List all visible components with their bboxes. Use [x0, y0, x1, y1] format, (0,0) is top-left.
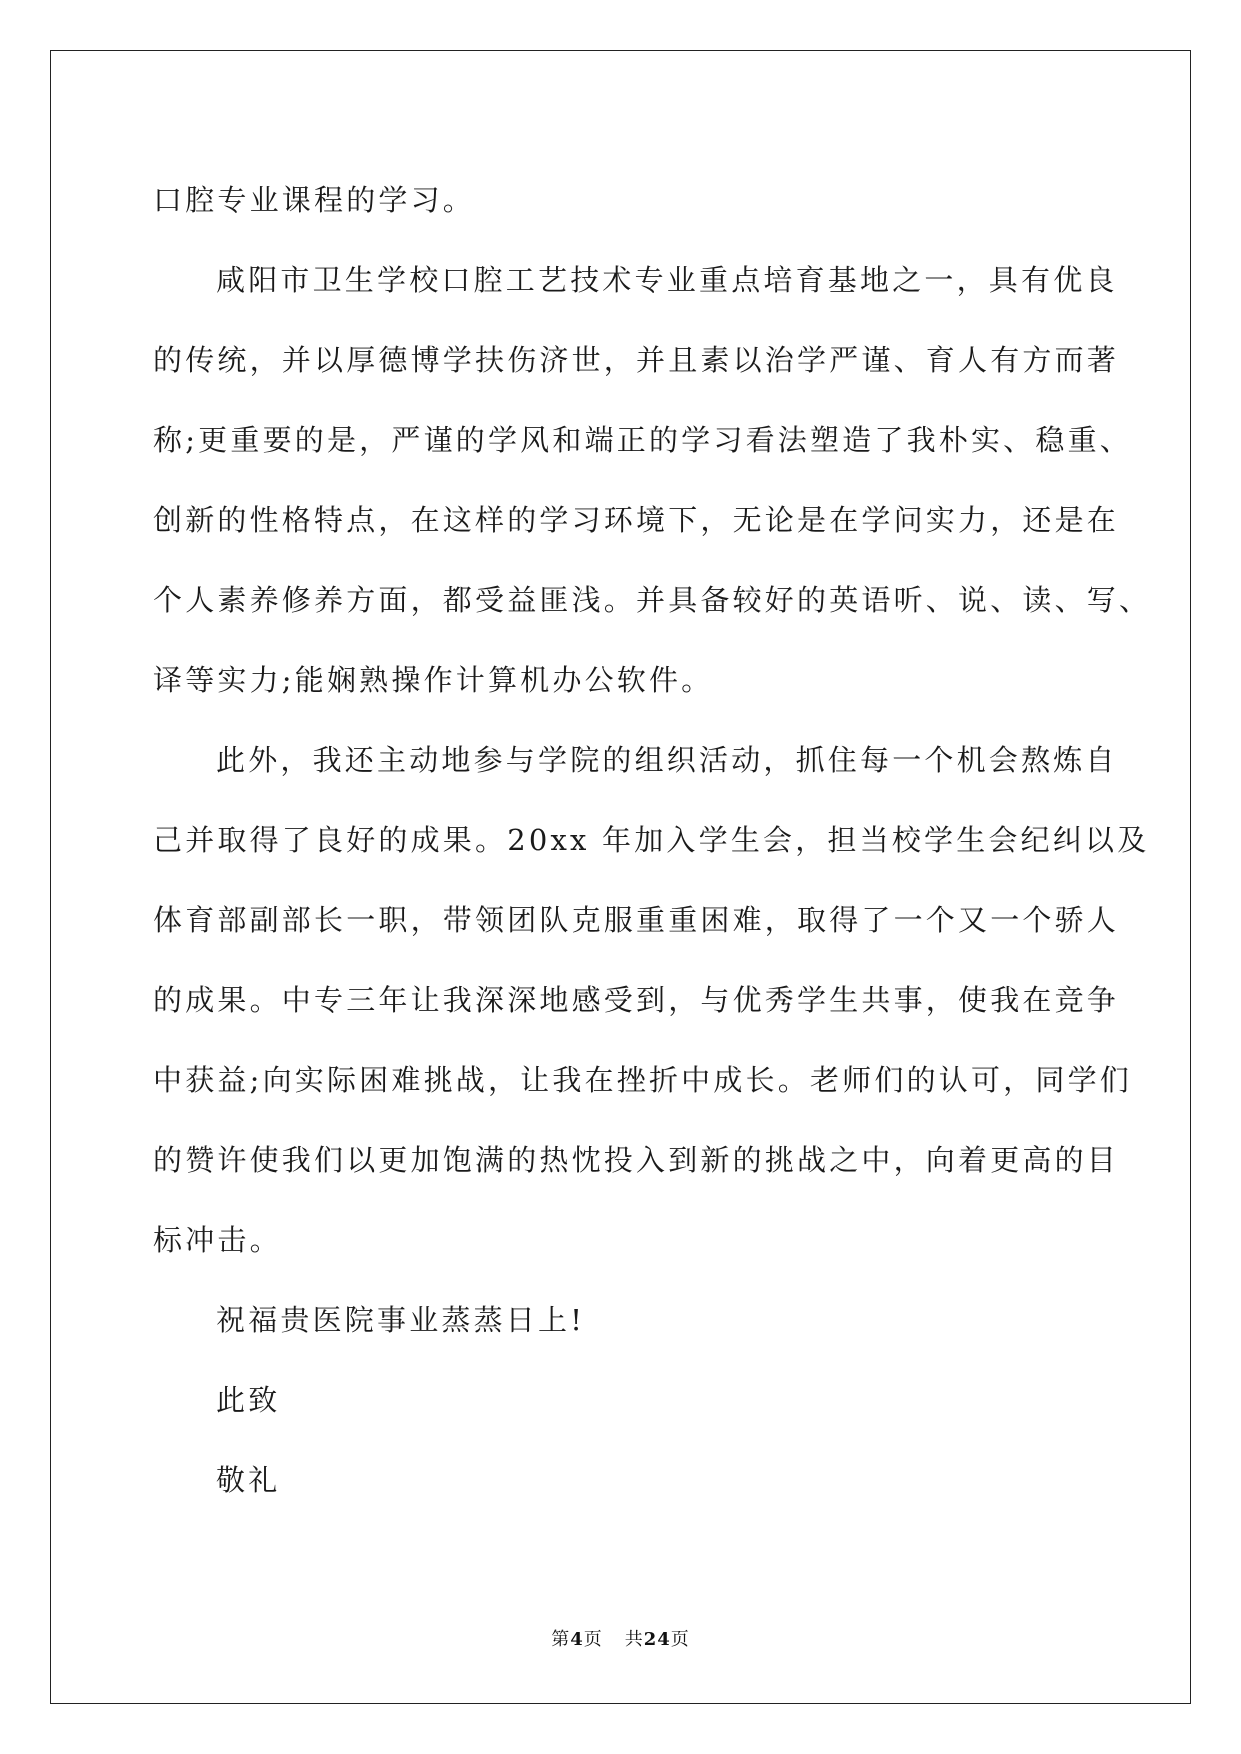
text-line: 咸阳市卫生学校口腔工艺技术专业重点培育基地之一，具有优良 — [216, 263, 1118, 297]
total-suffix: 页 — [670, 1629, 690, 1650]
text-line: 口腔专业课程的学习。 — [153, 183, 476, 217]
text-line: 创新的性格特点，在这样的学习环境下，无论是在学问实力，还是在 — [153, 503, 1120, 537]
text-line: 此外，我还主动地参与学院的组织活动，抓住每一个机会熬炼自 — [216, 743, 1118, 777]
text-line: 己并取得了良好的成果。20xx 年加入学生会，担当校学生会纪纠以及 — [153, 823, 1150, 857]
page-number: 4 — [570, 1629, 584, 1650]
closing-salutation: 此致 — [216, 1383, 281, 1417]
text-line: 个人素养修养方面，都受益匪浅。并具备较好的英语听、说、读、写、 — [153, 583, 1152, 617]
text-line: 的赞许使我们以更加饱满的热忱投入到新的挑战之中，向着更高的目 — [153, 1143, 1120, 1177]
document-body — [153, 160, 1152, 1520]
total-prefix: 共 — [624, 1629, 644, 1650]
closing-regards: 敬礼 — [216, 1463, 281, 1497]
text-line: 的传统，并以厚德博学扶伤济世，并且素以治学严谨、育人有方而著 — [153, 343, 1120, 377]
text-line: 标冲击。 — [153, 1223, 282, 1257]
page-prefix: 第 — [551, 1629, 571, 1650]
text-line: 的成果。中专三年让我深深地感受到，与优秀学生共事，使我在竞争 — [153, 983, 1120, 1017]
closing-wish: 祝福贵医院事业蒸蒸日上! — [216, 1303, 586, 1337]
text-line: 体育部副部长一职，带领团队克服重重困难，取得了一个又一个骄人 — [153, 903, 1120, 937]
text-line: 中获益;向实际困难挑战，让我在挫折中成长。老师们的认可，同学们 — [153, 1063, 1132, 1097]
text-line: 译等实力;能娴熟操作计算机办公软件。 — [153, 663, 714, 697]
page-suffix: 页 — [583, 1629, 603, 1650]
total-pages: 24 — [643, 1629, 671, 1650]
text-line: 称;更重要的是，严谨的学风和端正的学习看法塑造了我朴实、稳重、 — [153, 423, 1132, 457]
page-footer — [0, 1625, 1241, 1651]
